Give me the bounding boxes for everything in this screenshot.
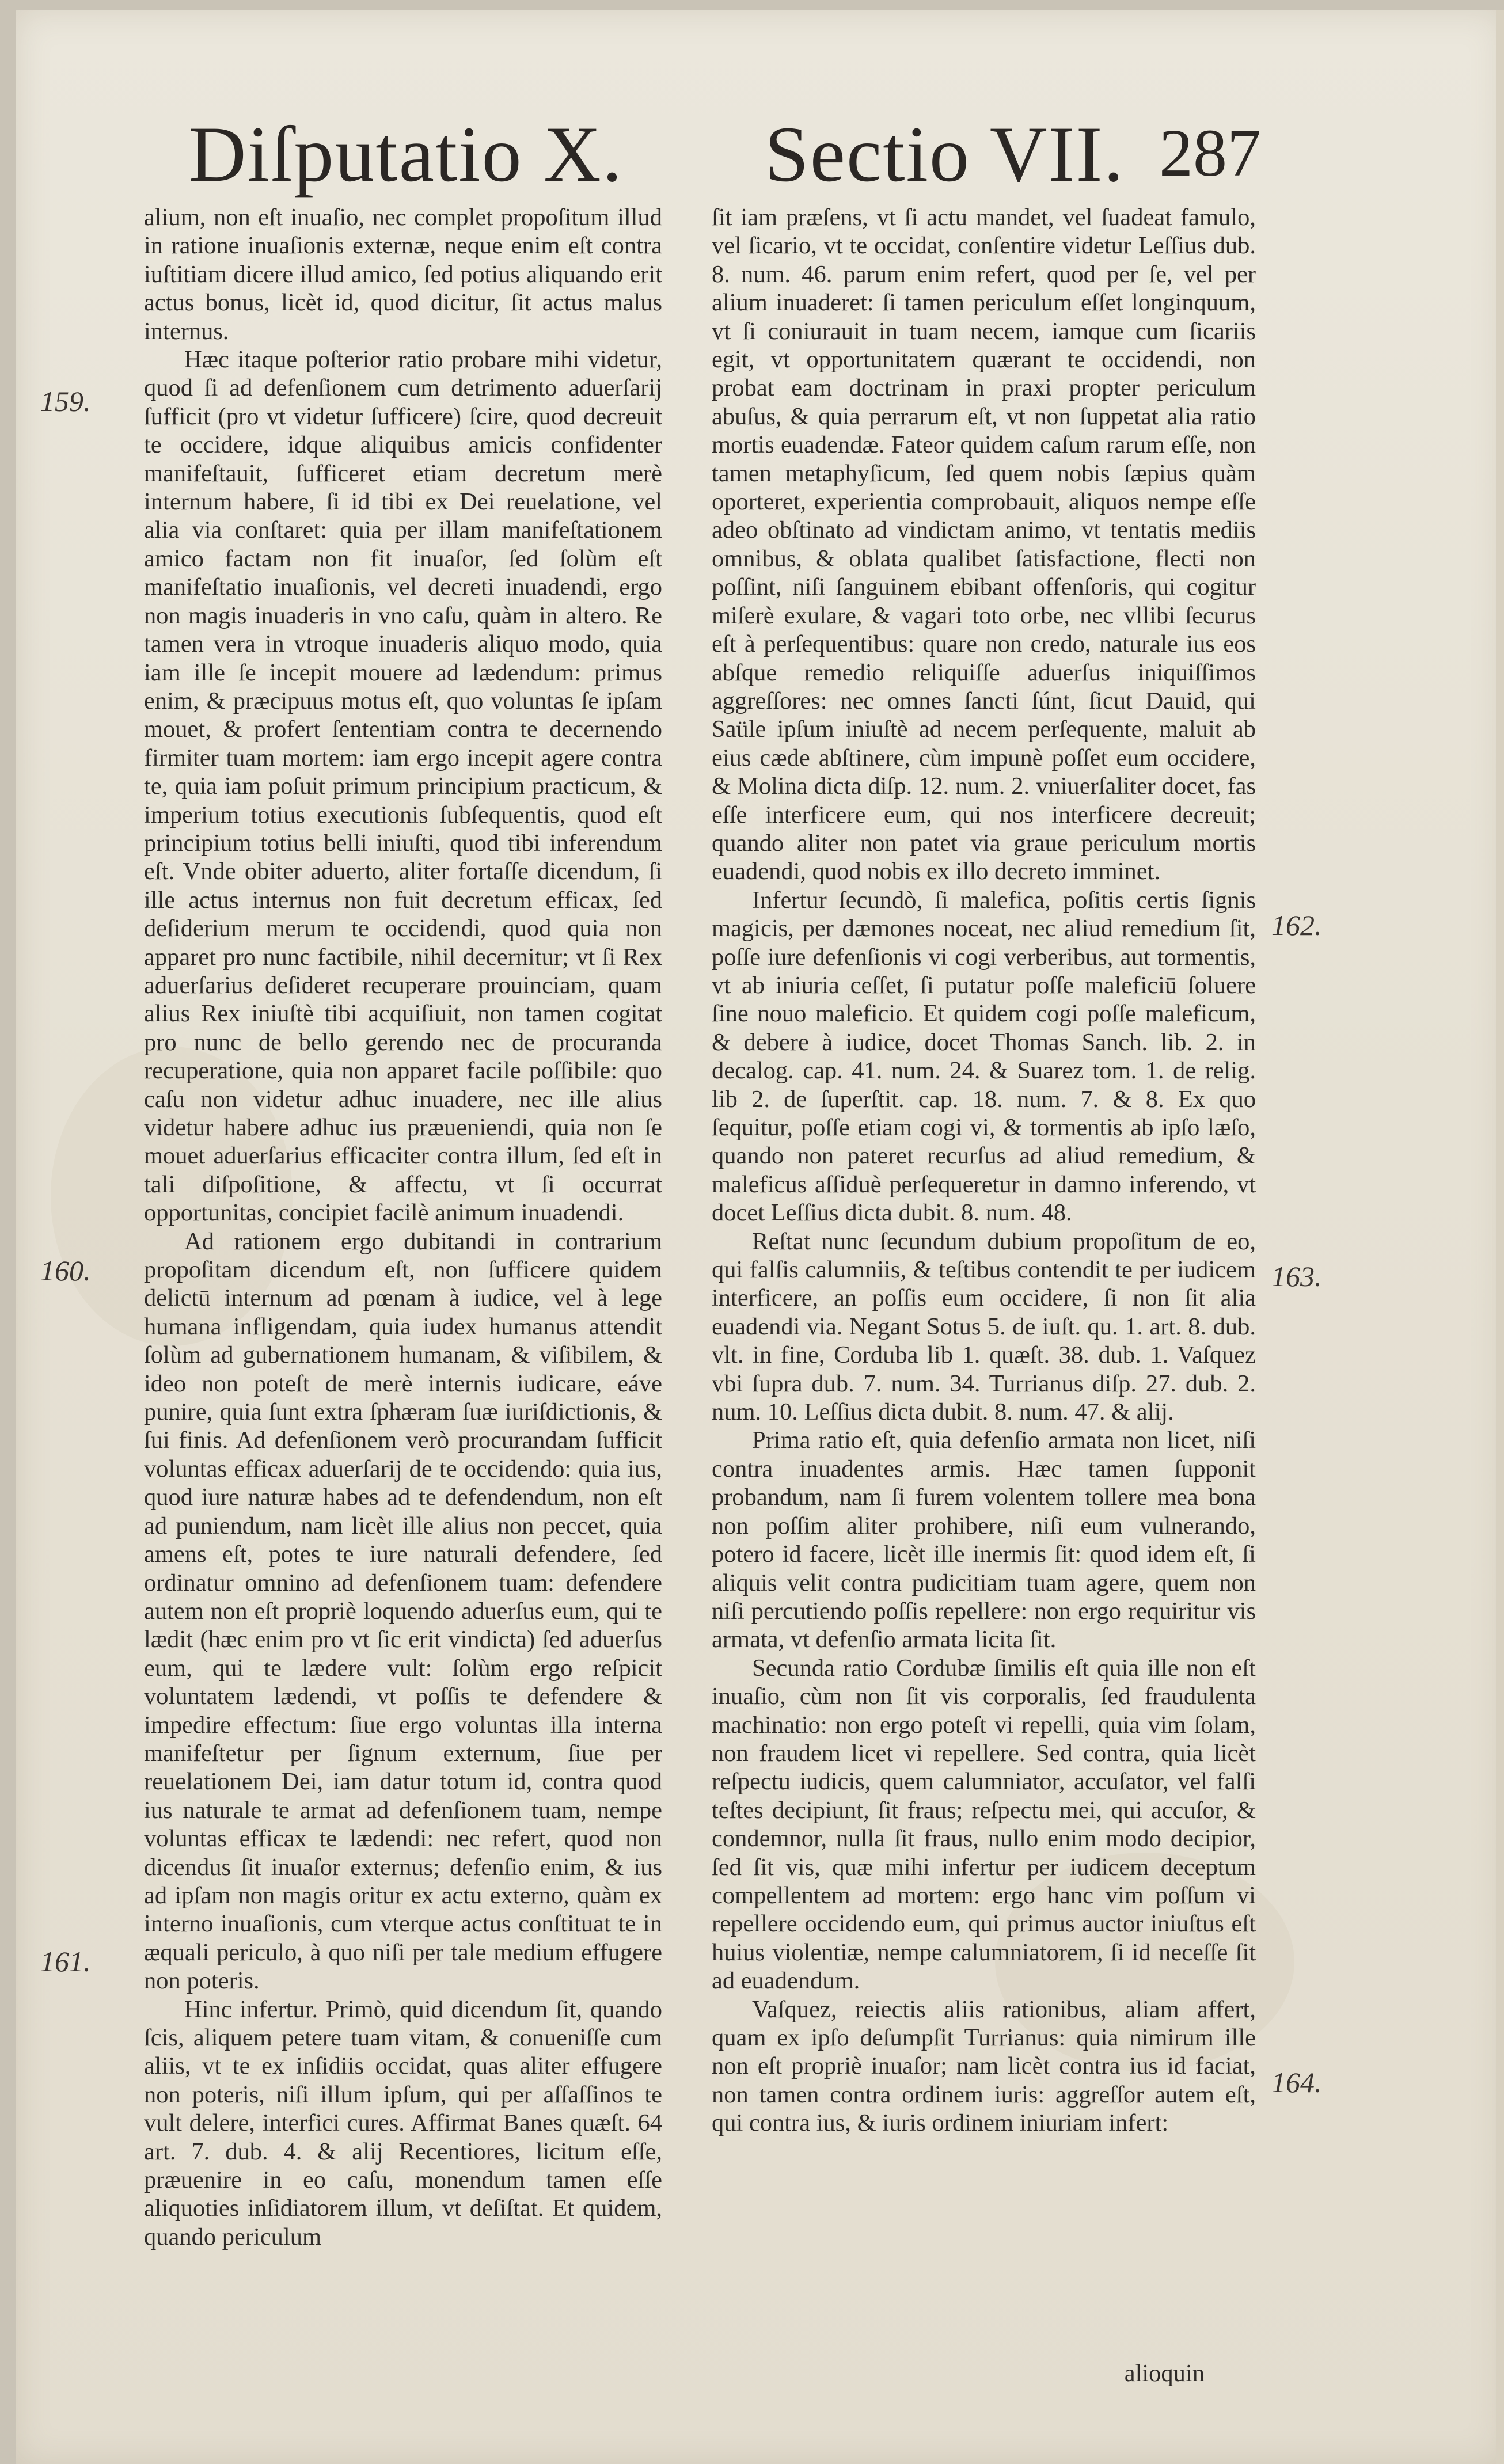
margin-number-159: 159. bbox=[40, 385, 91, 417]
page-edge bbox=[1496, 10, 1504, 2464]
paragraph: Vaſquez, reiectis aliis rationibus, aliam affert, quam ex ipſo deſumpſit Turrianus: quia nimirum ille non eſt propriè inuaſor; nam licèt contra ius id faciat, non tamen contra ordinem iuris: aggreſſor autem eſt, qui contra ius, & iuris ordinem iniuriam infert: bbox=[712, 1995, 1256, 2137]
left-column bbox=[144, 203, 662, 2251]
paragraph: ſit iam præſens, vt ſi actu mandet, vel ſuadeat famulo, vel ſicario, vt te occidat, conſentire videtur Leſſius dub. 8. num. 46. parum enim refert, quod per ſe, vel per alium inuaderet: ſi tamen periculum eſſet longinquum, vt ſi coniurauit in tuam necem, iamque cum ſicariis egit, vt opportunitatem quærant te occidendi, non probat eam doctrinam in praxi propter periculum abuſus, & quia perrarum eſt, vt non ſuppetat alia ratio mortis euadendæ. Fateor quidem caſum rarum eſſe, non tamen metaphyſicum, ſed quem nobis ſæpius quàm oporteret, experientia comprobauit, aliquos nempe eſſe adeo obſtinato ad vindictam animo, vt tentatis mediis omnibus, & oblata qualibet ſatisfactione, flecti non poſſint, niſi ſanguinem ebibant offenſoris, qui cogitur miſerè exulare, & vagari toto orbe, nec vllibi ſecurus eſt à perſequentibus: quare non credo, naturale ius eos abſque remedio reliquiſſe aduerſus iniquiſſimos aggreſſores: nec omnes ſancti ſúnt, ſicut Dauid, qui Saüle ipſum iniuſtè ad necem perſequente, maluit ab eius cæde abſtinere, cùm impunè poſſet eum occidere, & Molina dicta diſp. 12. num. 2. vniuerſaliter docet, fas eſſe interficere eum, qui nos interficere decreuit; quando aliter non patet via graue periculum mortis euadendi, quod nobis ex illo decreto imminet. bbox=[712, 204, 1256, 885]
book-page bbox=[16, 10, 1504, 2464]
paragraph: Hæc itaque poſterior ratio probare mihi videtur, quod ſi ad defenſionem cum detrimento aduerſarij ſufficit (pro vt videtur ſufficere) ſcire, quod decreuit te occidere, idque aliquibus amicis confidenter manifeſtauit, ſufficeret etiam decretum merè internum habere, ſi id tibi ex Dei reuelatione, vel alia via conſtaret: quia per illam manifeſtationem amico factam non fit inuaſor, ſed ſolùm eſt manifeſtatio inuaſionis, vel decreti inuadendi, ergo non magis inuaderis in vno caſu, quàm in altero. Re tamen vera in vtroque inuaderis aliquo modo, quia iam ille ſe incepit mouere ad lædendum: primus enim, & præcipuus motus eſt, quo voluntas ſe ipſam mouet, & profert ſententiam contra te decernendo firmiter tuam mortem: iam ergo incepit agere contra te, quia iam poſuit primum principium practicum, & imperium totius executionis ſubſequentis, quod eſt principium totius belli iniuſti, quod tibi inferendum eſt. Vnde obiter aduerto, aliter fortaſſe dicendum, ſi ille actus internus non fuit decretum efficax, ſed deſiderium merum te occidendi, quod quia non apparet pro nunc factibile, nihil decernitur; vt ſi Rex aduerſarius deſideret recuperare prouinciam, quam alius Rex iniuſtè tibi acquiſiuit, non tamen cogitat pro nunc de bello gerendo nec de procuranda recuperatione, quia non apparet facile poſſibile: quo caſu non videtur adhuc inuadere, nec ille alius videtur habere adhuc ius præueniendi, quia non ſe mouet aduerſarius efficaciter contra illum, ſed eſt in tali diſpoſitione, & affectu, vt ſi occurrat opportunitas, concipiet facilè animum inuadendi. bbox=[144, 346, 662, 1227]
margin-number-161: 161. bbox=[40, 1945, 91, 1978]
margin-number-164: 164. bbox=[1271, 2066, 1322, 2098]
page-number: 287 bbox=[1159, 115, 1261, 191]
paragraph: Reſtat nunc ſecundum dubium propoſitum de eo, qui falſis calumniis, & teſtibus contendit te per iudicem interficere, an poſſis eum occidere, ſi non ſit alia euadendi via. Negant Sotus 5. de iuſt. qu. 1. art. 8. dub. vlt. in fine, Corduba lib 1. quæſt. 38. dub. 1. Vaſquez vbi ſupra dub. 7. num. 34. Turrianus diſp. 27. dub. 2. num. 10. Leſſius dicta dubit. 8. num. 47. & alij. bbox=[712, 1227, 1256, 1426]
right-column bbox=[712, 203, 1256, 2138]
paragraph: Ad rationem ergo dubitandi in contrarium propoſitam dicendum eſt, non ſufficere quidem delictū internum ad pœnam à iudice, vel à lege humana infligendam, quia iudex humanus attendit ſolùm ad gubernationem humanam, & viſibilem, & ideo non poteſt de merè internis iudicare, eáve punire, quia ſunt extra ſphæram ſuæ iuriſdictionis, & ſui finis. Ad defenſionem verò procurandam ſufficit voluntas efficax aduerſarij de te occidendo: quia ius, quod iure naturæ habes ad te defendendum, non eſt ad puniendum, nam licèt ille alius non peccet, quia amens eſt, potes te iure naturali defendere, ſed ordinatur omnino ad defenſionem tuam: defendere autem non eſt propriè loquendo aduerſus eum, qui te lædit (hæc enim pro vt ſic erit vindicta) ſed aduerſus eum, qui te lædere vult: ſolùm ergo reſpicit voluntatem lædendi, vt poſſis te defendere & impedire effectum: ſiue ergo voluntas illa interna manifeſtetur per ſignum externum, ſiue per reuelationem Dei, iam datur totum id, contra quod ius naturale te armat ad defenſionem tuam, nempe voluntas efficax te lædendi: nec refert, quod non dicendus ſit inuaſor externus; defenſio enim, & ius ad ipſam non magis oritur ex actu externo, quàm ex interno inuaſionis, cum vterque actus conſtituat te in æquali periculo, à quo niſi per tale medium effugere non poteris. bbox=[144, 1227, 662, 1995]
paragraph: Hinc infertur. Primò, quid dicendum ſit, quando ſcis, aliquem petere tuam vitam, & conueniſſe cum aliis, vt te ex inſidiis occidat, quas aliter effugere non poteris, niſi illum ipſum, qui per aſſaſſinos te vult delere, interfici cures. Affirmat Banes quæſt. 64 art. 7. dub. 4. & alij Recentiores, licitum eſſe, præuenire in eo caſu, monendum tamen eſſe aliquoties inſidiatorem illum, vt deſiſtat. Et quidem, quando periculum bbox=[144, 1995, 662, 2250]
paragraph: Prima ratio eſt, quia defenſio armata non licet, niſi contra inuadentes armis. Hæc tamen ſupponit probandum, nam ſi furem volentem tollere mea bona non poſſim aliter prohibere, niſi eum vulnerando, potero id facere, licèt ille inermis ſit: quod idem eſt, ſi aliquis velit contra pudicitiam tuam agere, quem non niſi percutiendo poſſis repellere: non ergo requiritur vis armata, vt defenſio armata licita ſit. bbox=[712, 1427, 1256, 1653]
running-head bbox=[16, 108, 1504, 200]
margin-number-163: 163. bbox=[1271, 1260, 1322, 1292]
margin-number-160: 160. bbox=[40, 1254, 91, 1287]
header-disputatio: Diſputatio X. bbox=[189, 110, 624, 198]
margin-number-162: 162. bbox=[1271, 909, 1322, 941]
header-sectio: Sectio VII. bbox=[765, 110, 1125, 198]
paragraph: alium, non eſt inuaſio, nec complet propoſitum illud in ratione inuaſionis externæ, neque enim eſt contra iuſtitiam dicere illud amico, ſed potius aliquando erit actus bonus, licèt id, quod dicitur, ſit actus malus internus. bbox=[144, 204, 662, 345]
catchword: alioquin bbox=[1124, 2360, 1205, 2387]
paragraph: Infertur ſecundò, ſi malefica, poſitis certis ſignis magicis, per dæmones noceat, nec aliud remedium ſit, poſſe iure defenſionis vi cogi verberibus, aut tormentis, vt ab iniuria ceſſet, ſi putatur poſſe maleficiū ſoluere ſine nouo maleficio. Et quidem cogi poſſe maleficum, & debere à iudice, docet Thomas Sanch. lib. 2. in decalog. cap. 41. num. 24. & Suarez tom. 1. de relig. lib 2. de ſuperſtit. cap. 18. num. 7. & 8. Ex quo ſequitur, poſſe etiam cogi vi, & tormentis ab ipſo læſo, quando non pateret recurſus ad aliud remedium, & maleficus aſſiduè perſequeretur in damno inferendo, vt docet Leſſius dicta dubit. 8. num. 48. bbox=[712, 886, 1256, 1227]
paragraph: Secunda ratio Cordubæ ſimilis eſt quia ille non eſt inuaſio, cùm non ſit vis corporalis, ſed fraudulenta machinatio: non ergo poteſt vi repelli, quia vim ſolam, non fraudem licet vi repellere. Sed contra, quia licèt reſpectu iudicis, quem calumniator, accuſator, vel falſi teſtes decipiunt, ſit fraus; reſpectu mei, qui accuſor, & condemnor, nulla ſit fraus, nullo enim modo decipior, ſed ſit vis, quæ mihi infertur per iudicem deceptum compellentem ad mortem: ergo hanc vim poſſum vi repellere occidendo eum, qui primus auctor iniuſtus eſt huius violentiæ, nempe calumniatorem, ſi id neceſſe ſit ad euadendum. bbox=[712, 1654, 1256, 1995]
